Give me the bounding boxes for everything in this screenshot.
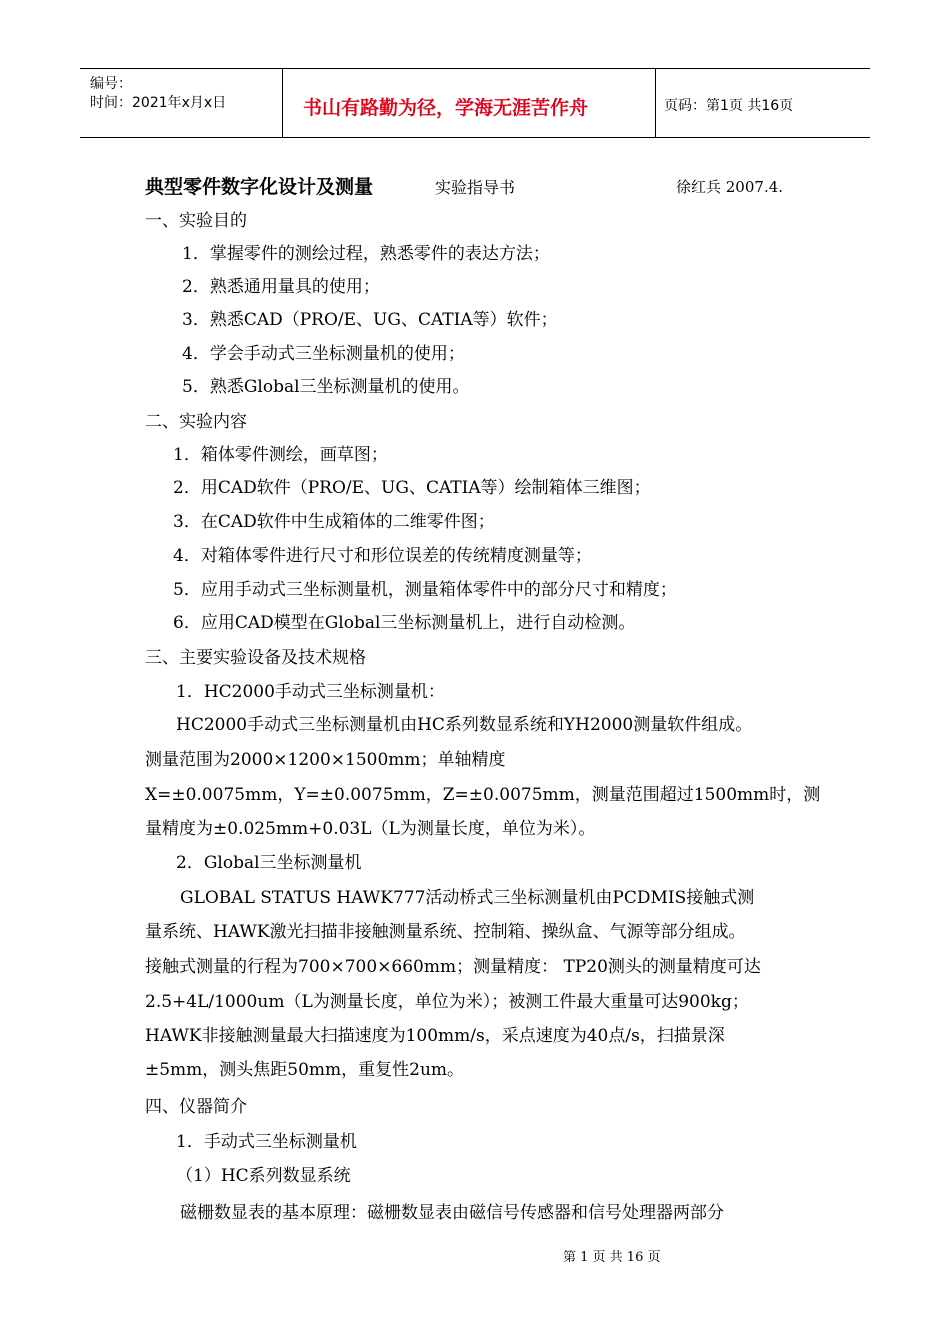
paragraph-line: HC2000手动式三坐标测量机由HC系列数显系统和YH2000测量软件组成。 (176, 715, 753, 735)
paragraph-line: 量系统、HAWK激光扫描非接触测量系统、控制箱、操纵盒、气源等部分组成。 (145, 922, 746, 942)
paragraph-line: 测量范围为2000×1200×1500mm；单轴精度 (145, 750, 506, 770)
paragraph-line: HAWK非接触测量最大扫描速度为100mm/s，采点速度为40点/s，扫描景深 (145, 1026, 725, 1046)
subsection-heading: 1．手动式三坐标测量机 (176, 1132, 357, 1152)
paragraph-line: X=±0.0075mm，Y=±0.0075mm，Z=±0.0075mm，测量范围超过1500mm时，测 (145, 785, 821, 805)
header-middle-cell (283, 69, 656, 137)
list-item: 2．熟悉通用量具的使用； (182, 277, 380, 297)
page-header (80, 68, 870, 138)
paragraph-line: 量精度为±0.025mm+0.03L（L为测量长度，单位为米）。 (145, 819, 596, 839)
list-item: 1．箱体零件测绘，画草图； (173, 445, 388, 465)
list-item: 4．学会手动式三坐标测量机的使用； (182, 344, 465, 364)
subsection-heading: 1．HC2000手动式三坐标测量机： (176, 682, 445, 702)
document-author-date: 徐红兵 2007.4. (676, 178, 784, 196)
header-left-cell (80, 69, 283, 137)
subsection-heading: 2．Global三坐标测量机 (176, 853, 362, 873)
page-footer: 第 1 页 共 16 页 (563, 1250, 661, 1265)
list-item: 6．应用CAD模型在Global三坐标测量机上，进行自动检测。 (173, 613, 636, 633)
section-heading: 一、实验目的 (145, 211, 247, 231)
list-item: 4．对箱体零件进行尺寸和形位误差的传统精度测量等； (173, 546, 592, 566)
list-item: 1．掌握零件的测绘过程，熟悉零件的表达方法； (182, 244, 550, 264)
paragraph-line: 接触式测量的行程为700×700×660mm；测量精度： TP20测头的测量精度可达 (145, 957, 761, 977)
paragraph-line: 磁栅数显表的基本原理：磁栅数显表由磁信号传感器和信号处理器两部分 (180, 1203, 724, 1223)
paragraph-line: 2.5+4L/1000um（L为测量长度，单位为米）；被测工件最大重量可达900kg； (145, 992, 749, 1012)
list-item: 2．用CAD软件（PRO/E、UG、CATIA等）绘制箱体三维图； (173, 478, 651, 498)
document-number-label: 编号： (90, 76, 132, 92)
document-title: 典型零件数字化设计及测量 (145, 176, 374, 198)
section-heading: 四、仪器简介 (145, 1097, 247, 1117)
subsection-heading: （1）HC系列数显系统 (176, 1166, 351, 1186)
list-item: 5．应用手动式三坐标测量机，测量箱体零件中的部分尺寸和精度； (173, 580, 677, 600)
list-item: 3．在CAD软件中生成箱体的二维零件图； (173, 512, 495, 532)
header-motto: 书山有路勤为径，学海无涯苦作舟 (303, 97, 589, 119)
header-right-cell (656, 69, 870, 137)
section-heading: 三、主要实验设备及技术规格 (145, 648, 366, 668)
list-item: 3．熟悉CAD（PRO/E、UG、CATIA等）软件； (182, 310, 558, 330)
paragraph-line: GLOBAL STATUS HAWK777活动桥式三坐标测量机由PCDMIS接触式测 (180, 888, 755, 908)
document-date-label: 时间：2021年x月x日 (90, 95, 227, 111)
section-heading: 二、实验内容 (145, 412, 247, 432)
header-page-info: 页码：第1页 共16页 (664, 98, 794, 114)
list-item: 5．熟悉Global三坐标测量机的使用。 (182, 377, 470, 397)
paragraph-line: ±5mm，测头焦距50mm，重复性2um。 (145, 1060, 465, 1080)
document-subtitle: 实验指导书 (435, 178, 516, 197)
